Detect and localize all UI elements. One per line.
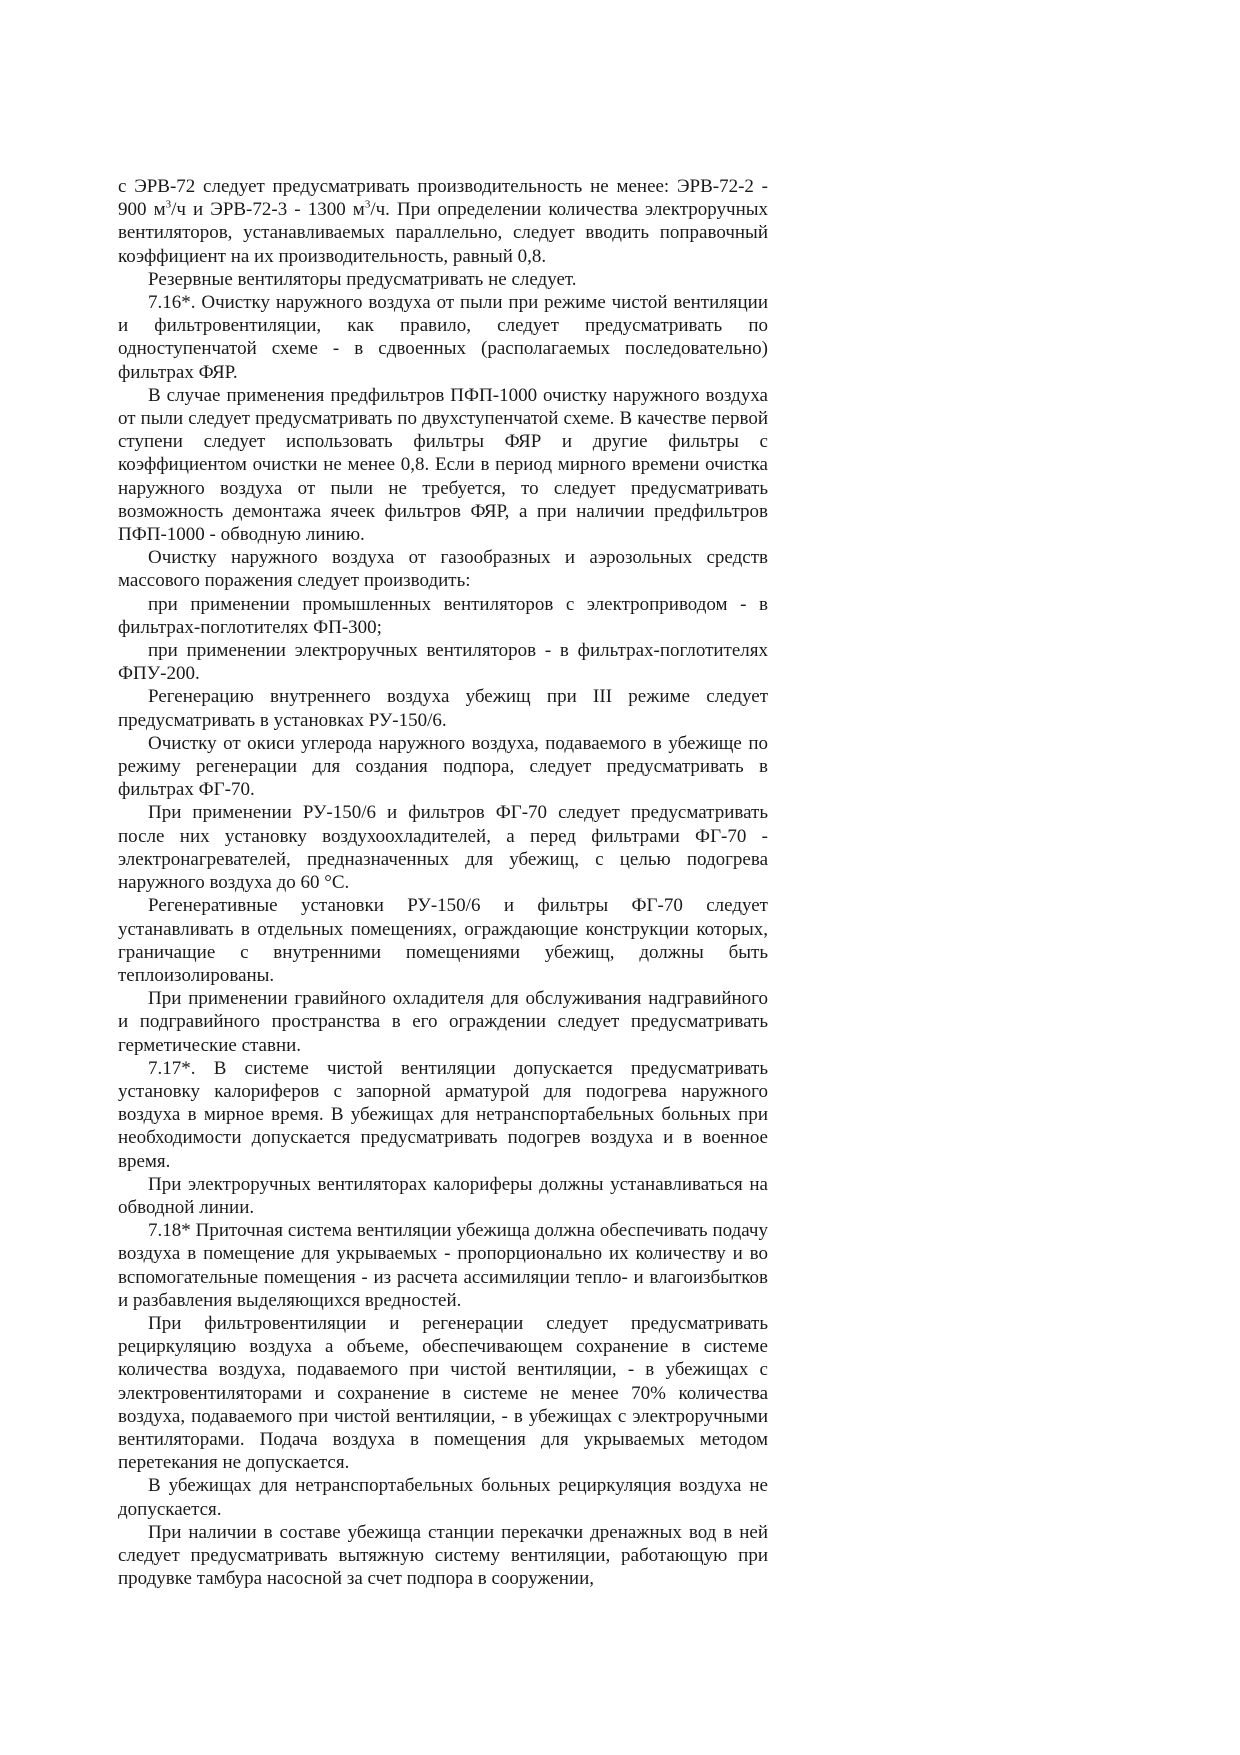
paragraph-7-18: 7.18* Приточная система вентиляции убежища должна обеспечивать подачу воздуха в помещение для укрываемых - пропорционально их количеству и во вспомогательные помещения - из расчета ассимиляции тепло- и влагоизбытков и разбавления выделяющихся вредностей.	[118, 1220, 768, 1311]
paragraph: Регенеративные установки РУ-150/6 и фильтры ФГ-70 следует устанавливать в отдельных помещениях, ограждающие конструкции которых, граничащие с внутренними помещениями убежищ, должны быть теплоизолированы.	[118, 895, 768, 986]
superscript: 3	[165, 198, 172, 211]
paragraph-7-16: 7.16*. Очистку наружного воздуха от пыли при режиме чистой вентиляции и фильтровентиляции, как правило, следует предусматривать по одноступенчатой схеме - в сдвоенных (располагаемых последовательно) фильтрах ФЯР.	[118, 292, 768, 383]
text-run: с ЭРВ-72 следует предусматривать производительность не менее: ЭРВ-72-2 - 900 м	[118, 176, 768, 221]
body-text	[118, 175, 768, 1590]
paragraph: При электроручных вентиляторах калориферы должны устанавливаться на обводной линии.	[118, 1173, 768, 1218]
paragraph: При применении гравийного охладителя для обслуживания надгравийного и подгравийного пространства в его ограждении следует предусматривать герметические ставни.	[118, 988, 768, 1056]
paragraph: при применении промышленных вентиляторов с электроприводом - в фильтрах-поглотителях ФП-300;	[118, 593, 768, 638]
paragraph: Резервные вентиляторы предусматривать не следует.	[148, 268, 577, 290]
paragraph: В случае применения предфильтров ПФП-1000 очистку наружного воздуха от пыли следует предусматривать по двухступенчатой схеме. В качестве первой ступени следует использовать фильтры ФЯР и другие фильтры с коэффициентом очистки не менее 0,8. Если в период мирного времени очистка наружного воздуха от пыли не требуется, то следует предусматривать возможность демонтажа ячеек фильтров ФЯР, а при наличии предфильтров ПФП-1000 - обводную линию.	[118, 384, 768, 546]
paragraph: При наличии в составе убежища станции перекачки дренажных вод в ней следует предусматривать вытяжную систему вентиляции, работающую при продувке тамбура насосной за счет подпора в сооружении,	[118, 1521, 768, 1590]
paragraph: Очистку от окиси углерода наружного воздуха, подаваемого в убежище по режиму регенерации для создания подпора, следует предусматривать в фильтрах ФГ-70.	[118, 732, 768, 801]
text-run: /ч. При определении количества электроручных вентиляторов, устанавливаемых параллельно, следует вводить поправочный коэффициент на их производительность, равный 0,8.	[118, 199, 768, 267]
text-run: /ч и ЭРВ-72-3 - 1300 м	[171, 199, 365, 221]
paragraph: Очистку наружного воздуха от газообразных и аэрозольных средств массового поражения следует производить:	[118, 547, 768, 592]
paragraph: При применении РУ-150/6 и фильтров ФГ-70 следует предусматривать после них установку воздухоохладителей, а перед фильтрами ФГ-70 - электронагревателей, предназначенных для убежищ, с целью подогрева наружного воздуха до 60 °С.	[118, 802, 768, 894]
paragraph: при применении электроручных вентиляторов - в фильтрах-поглотителях ФПУ-200.	[118, 640, 768, 685]
paragraph: В убежищах для нетранспортабельных больных рециркуляция воздуха не допускается.	[118, 1475, 768, 1520]
paragraph: При фильтровентиляции и регенерации следует предусматривать рециркуляцию воздуха а объеме, обеспечивающем сохранение в системе количества воздуха, подаваемого при чистой вентиляции, - в убежищах с электровентиляторами и сохранение в системе не менее 70% количества воздуха, подаваемого при чистой вентиляции, - в убежищах с электроручными вентиляторами. Подача воздуха в помещения для укрываемых методом перетекания не допускается.	[118, 1312, 768, 1474]
superscript: 3	[364, 198, 371, 211]
paragraph-7-17: 7.17*. В системе чистой вентиляции допускается предусматривать установку калориферов с запорной арматурой для подогрева наружного воздуха в мирное время. В убежищах для нетранспортабельных больных при необходимости допускается предусматривать подогрев воздуха и в военное время.	[118, 1057, 768, 1172]
paragraph-erv-capacity	[118, 175, 768, 268]
paragraph: Регенерацию внутреннего воздуха убежищ при III режиме следует предусматривать в установках РУ-150/6.	[118, 686, 768, 731]
